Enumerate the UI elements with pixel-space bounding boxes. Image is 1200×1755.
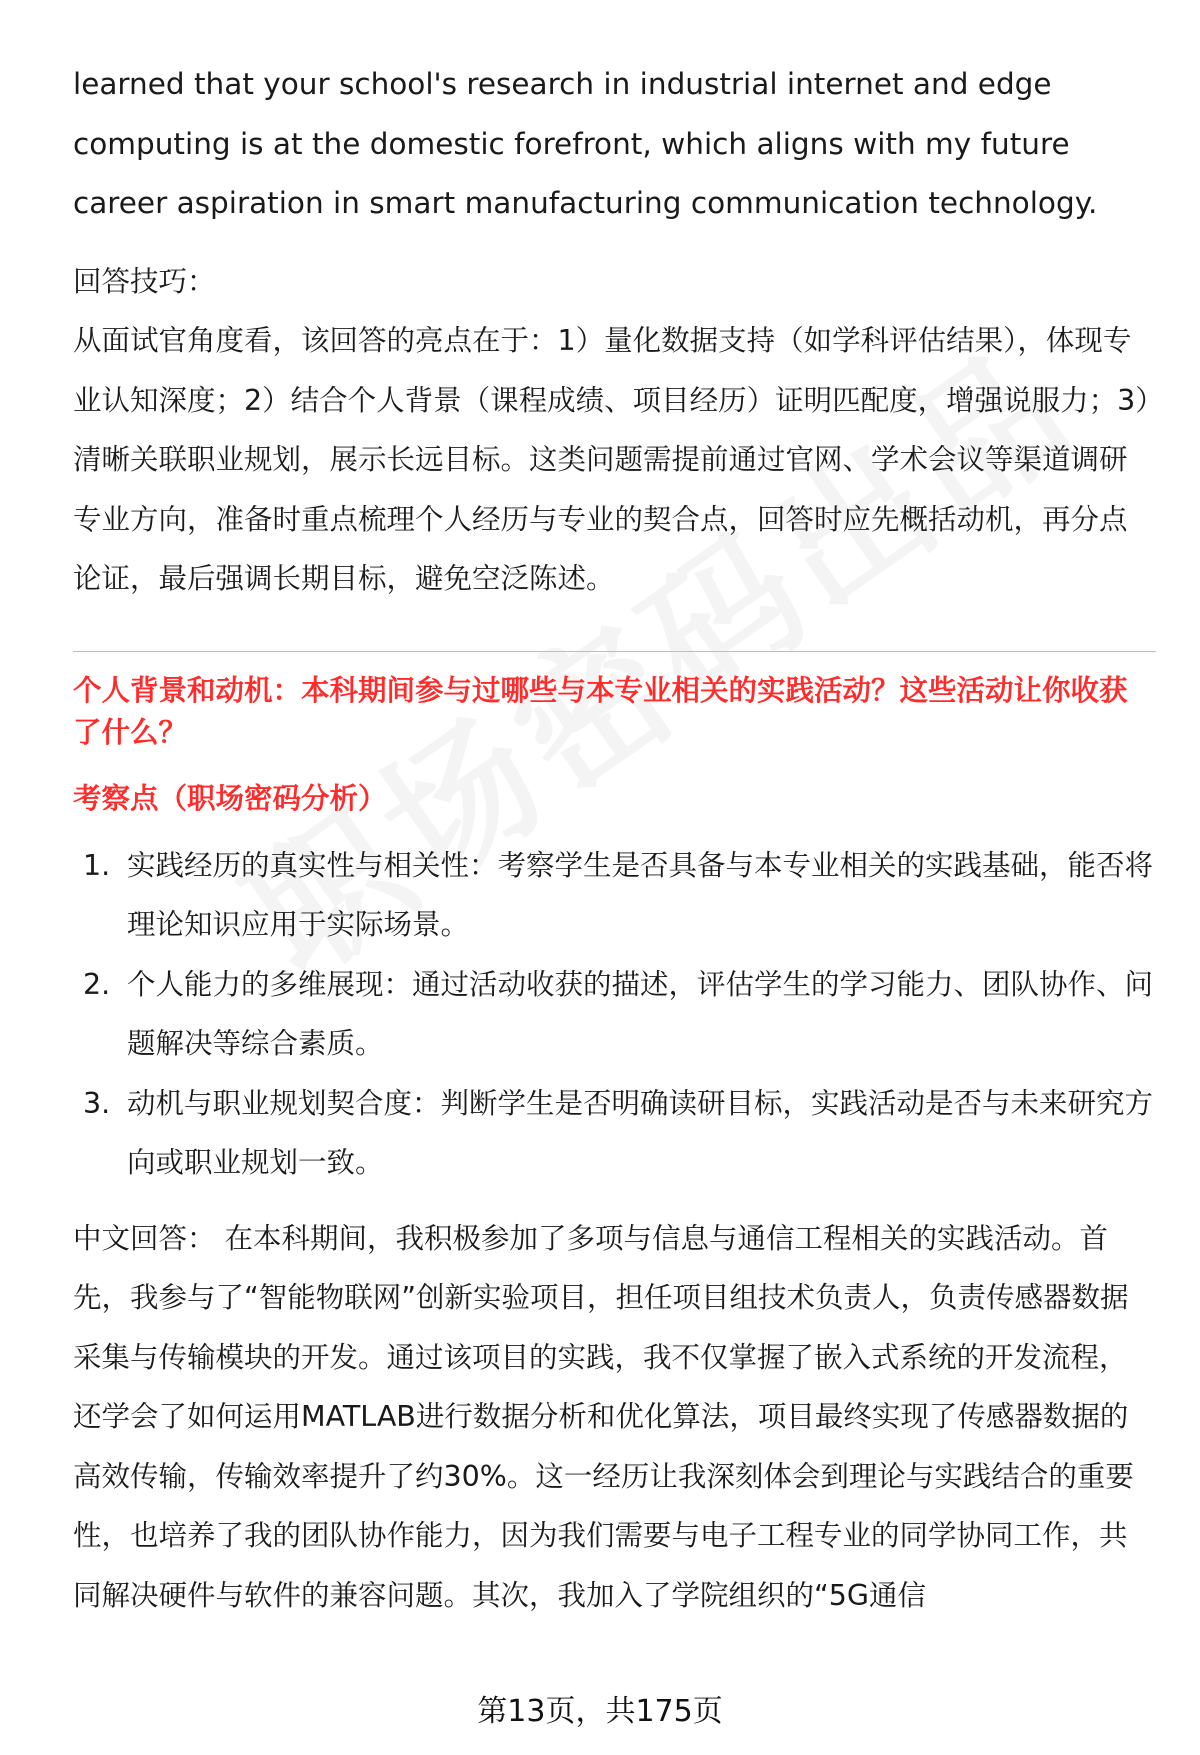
assessment-heading: 考察点（职场密码分析） [73,781,387,815]
page-number: 第13页，共175页 [477,1694,723,1729]
list-item [73,836,1153,955]
list-number: 1. [83,848,111,882]
list-text: 动机与职业规划契合度：判断学生是否明确读研目标，实践活动是否与未来研究方向或职业规划一致。 [127,1086,1154,1179]
list-text: 实践经历的真实性与相关性：考察学生是否具备与本专业相关的实践基础，能否将理论知识应用于实际场景。 [127,848,1154,941]
tips-title: 回答技巧： [73,264,216,298]
list-item [73,955,1153,1074]
tips-body: 从面试官角度看，该回答的亮点在于：1）量化数据支持（如学科评估结果），体现专业认知深度；2）结合个人背景（课程成绩、项目经历）证明匹配度，增强说服力；3）清晰关联职业规划，展示长远目标。这类问题需提前通过官网、学术会议等渠道调研专业方向，准备时重点梳理个人经历与专业的契合点，回答时应先概括动机，再分点论证，最后强调长期目标，避免空泛陈述。 [73,324,1150,595]
answer-paragraph: 中文回答： 在本科期间，我积极参加了多项与信息与通信工程相关的实践活动。首先，我参与了“智能物联网”创新实验项目，担任项目组技术负责人，负责传感器数据采集与传输模块的开发。通过该项目的实践，我不仅掌握了嵌入式系统的开发流程，还学会了如何运用MATLAB进行数据分析和优化算法，项目最终实现了传感器数据的高效传输，传输效率提升了约30%。这一经历让我深刻体会到理论与实践结合的重要性，也培养了我的团队协作能力，因为我们需要与电子工程专业的同学协同工作，共同解决硬件与软件的兼容问题。其次，我加入了学院组织的“5G通信 [73,1221,1134,1612]
assessment-points [73,836,1153,1193]
list-text: 个人能力的多维展现：通过活动收获的描述，评估学生的学习能力、团队协作、问题解决等综合素质。 [127,967,1154,1060]
list-number: 2. [83,967,111,1001]
content [73,55,1153,1625]
section-divider [73,651,1156,652]
question-title: 个人背景和动机：本科期间参与过哪些与本专业相关的实践活动？这些活动让你收获了什么？ [73,673,1128,749]
list-number: 3. [83,1086,111,1120]
list-item [73,1074,1153,1193]
intro-english-paragraph: learned that your school's research in industrial internet and edge computing is at the domestic forefront, which aligns with my future career aspiration in smart manufacturing communication technology. [73,67,1098,220]
